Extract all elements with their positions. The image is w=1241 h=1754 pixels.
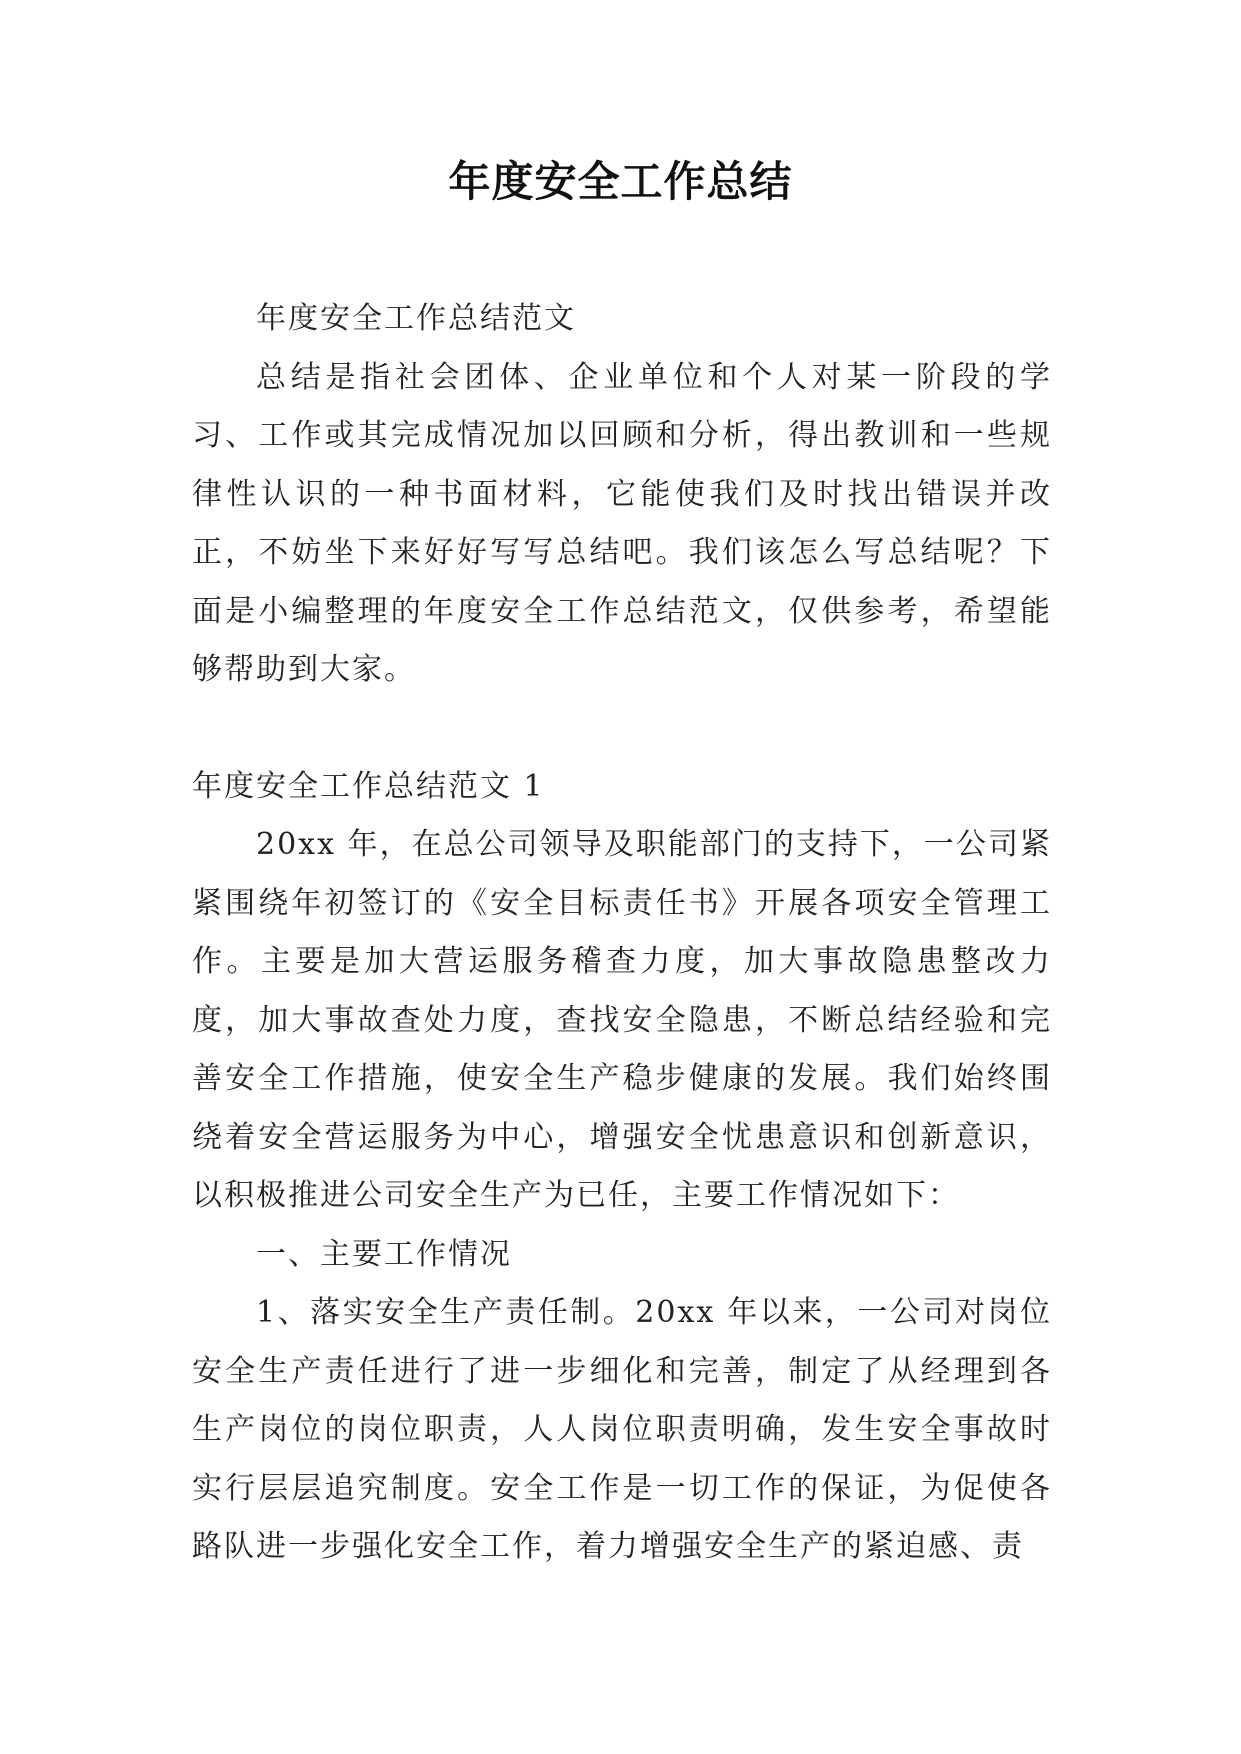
intro-paragraph: 总结是指社会团体、企业单位和个人对某一阶段的学习、工作或其完成情况加以回顾和分析，得出教训和一些规律性认识的一种书面材料，它能使我们及时找出错误并改正，不妨坐下来好好写写总结吧。我们该怎么写总结呢？下面是小编整理的年度安全工作总结范文，仅供参考，希望能够帮助到大家。 bbox=[192, 359, 1052, 687]
body-paragraph-1: 20xx 年，在总公司领导及职能部门的支持下，一公司紧紧围绕年初签订的《安全目标责任书》开展各项安全管理工作。主要是加大营运服务稽查力度，加大事故隐患整改力度，加大事故查处力度，查找安全隐患，不断总结经验和完善安全工作措施，使安全生产稳步健康的发展。我们始终围绕着安全营运服务为中心，增强安全忧患意识和创新意识，以积极推进公司安全生产为已任，主要工作情况如下： bbox=[192, 827, 1052, 1213]
section-heading: 年度安全工作总结范文 1 bbox=[192, 768, 545, 804]
document-subtitle: 年度安全工作总结范文 bbox=[256, 301, 576, 336]
body-paragraph-2: 1、落实安全生产责任制。20xx 年以来，一公司对岗位安全生产责任进行了进一步细化和完善，制定了从经理到各生产岗位的岗位职责，人人岗位职责明确，发生安全事故时实行层层追究制度。安全工作是一切工作的保证，为促使各路队进一步强化安全工作，着力增强安全生产的紧迫感、责 bbox=[192, 1295, 1052, 1564]
document-body bbox=[192, 290, 1052, 1577]
subheading-main-work: 一、主要工作情况 bbox=[256, 1236, 512, 1272]
document-title: 年度安全工作总结 bbox=[448, 157, 793, 206]
